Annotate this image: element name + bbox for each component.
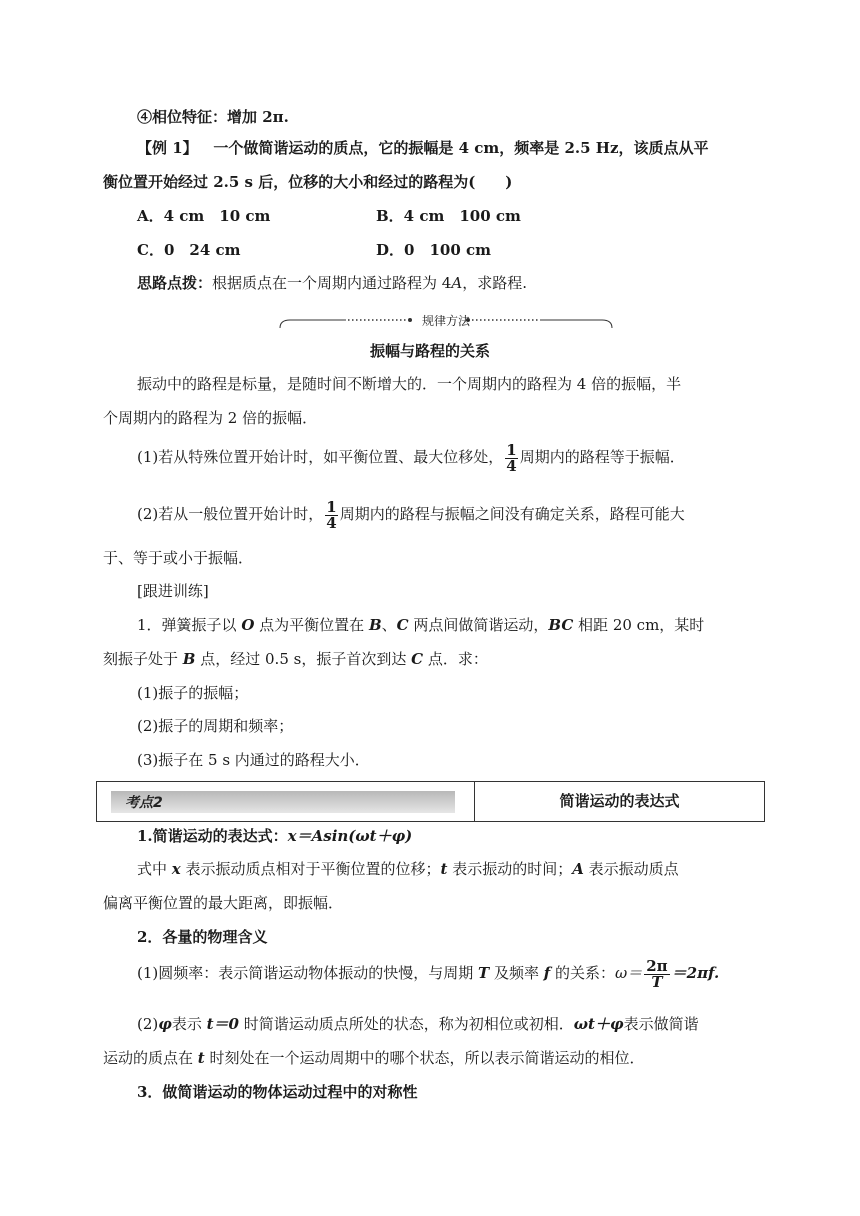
- section-p3: [137, 953, 719, 993]
- point-c: C: [411, 650, 424, 668]
- var-frequency: f: [543, 964, 551, 982]
- method-p3-post: 周期内的路程等于振幅．: [519, 448, 685, 466]
- text-run: ＝2πf.: [671, 964, 720, 982]
- practice-title: [跟进训练]: [137, 582, 209, 600]
- example-tag: 【例 1】: [137, 139, 198, 157]
- method-banner: [278, 314, 614, 330]
- text-run: 相距 20 cm，某时: [573, 616, 705, 634]
- text-run: 的关系：: [550, 964, 615, 982]
- text-run: (2): [137, 1015, 159, 1033]
- hint-text: 根据质点在一个周期内通过路程为 4: [212, 274, 452, 292]
- text-run: 及频率: [489, 964, 544, 982]
- text-run: 运动的质点在: [103, 1049, 198, 1067]
- hint-end: ，求路程.: [462, 274, 527, 292]
- text-run: 点．求：: [423, 650, 488, 668]
- section-heading-1: [137, 825, 412, 847]
- method-title: 振幅与路程的关系: [369, 342, 490, 360]
- point-o: O: [241, 616, 255, 634]
- kaodian-header: [96, 781, 765, 822]
- example-text-1: 一个做简谐运动的质点，它的振幅是 4 cm，频率是 2.5 Hz，该质点从平: [213, 139, 709, 157]
- option-c: C．0 24 cm: [137, 241, 241, 259]
- kaodian-tag: 考点2: [125, 795, 163, 811]
- method-p5: 于、等于或小于振幅．: [103, 549, 254, 567]
- section-p2: 偏离平衡位置的最大距离，即振幅．: [103, 894, 344, 912]
- two-pi-over-t-fraction: [644, 956, 669, 991]
- text-run: 刻振子处于: [103, 650, 183, 668]
- hint-var: A: [451, 274, 463, 292]
- option-d: D．0 100 cm: [376, 241, 491, 259]
- var-t: t: [440, 860, 448, 878]
- phase-feature-line: ④相位特征：增加 2π.: [137, 108, 289, 126]
- point-b: B: [368, 616, 382, 634]
- text-run: 表示做简谐: [623, 1015, 699, 1033]
- hint-line: [137, 272, 527, 294]
- var-period: T: [478, 964, 490, 982]
- method-p3-pre: (1)若从特殊位置开始计时，如平衡位置、最大位移处，: [137, 448, 504, 466]
- method-p4-pre: (2)若从一般位置开始计时，: [137, 505, 324, 523]
- text-run: 表示振动质点: [583, 860, 679, 878]
- text-run: 表示: [171, 1015, 207, 1033]
- method-p3: [137, 440, 685, 474]
- text-run: 点为平衡位置在: [254, 616, 369, 634]
- expression-formula: x＝Asin(ωt＋φ): [287, 827, 413, 845]
- phase-expression: ωt＋φ: [573, 1015, 624, 1033]
- option-a: A．4 cm 10 cm: [137, 207, 271, 225]
- omega-equals: ω＝: [614, 964, 643, 982]
- text-run: 、: [381, 616, 397, 634]
- fraction-denominator: 4: [326, 513, 337, 532]
- one-quarter-fraction: [325, 497, 337, 532]
- text-run: 点，经过 0.5 s，振子首次到达: [195, 650, 412, 668]
- section-p4: [137, 1013, 699, 1035]
- fraction-numerator: 1: [326, 497, 337, 516]
- text-run: 1.简谐运动的表达式：: [137, 827, 288, 845]
- option-b: B．4 cm 100 cm: [376, 207, 521, 225]
- kaodian-tag-cell: [97, 782, 475, 821]
- section-p1: [137, 858, 679, 880]
- kaodian-tag-bar: [111, 791, 455, 813]
- hint-label: 思路点拨：: [137, 274, 213, 292]
- point-b: B: [182, 650, 196, 668]
- method-p4: [137, 497, 685, 531]
- practice-sub-3: (3)振子在 5 s 内通过的路程大小．: [137, 751, 370, 769]
- var-a: A: [572, 860, 584, 878]
- point-c: C: [396, 616, 409, 634]
- text-run: 式中: [137, 860, 172, 878]
- practice-q1-line-2: [103, 648, 488, 670]
- section-heading-3: 3．做简谐运动的物体运动过程中的对称性: [137, 1083, 418, 1101]
- var-t-zero: t＝0: [206, 1015, 239, 1033]
- text-run: 表示振动的时间；: [447, 860, 573, 878]
- example-line-2: 衡位置开始经过 2.5 s 后，位移的大小和经过的路程为( ): [103, 173, 513, 191]
- var-phi: φ: [158, 1015, 172, 1033]
- section-p5: [103, 1047, 645, 1069]
- segment-bc: BC: [548, 616, 574, 634]
- banner-label: 规律方法: [421, 314, 470, 328]
- kaodian-title: 简谐运动的表达式: [559, 792, 680, 810]
- text-run: (1)圆频率：表示简谐运动物体振动的快慢，与周期: [137, 964, 479, 982]
- practice-q1-line-1: [137, 614, 704, 636]
- method-p1: 振动中的路程是标量，是随时间不断增大的．一个周期内的路程为 4 倍的振幅，半: [137, 375, 682, 393]
- fraction-denominator: 4: [506, 456, 517, 475]
- method-p4-post: 周期内的路程与振幅之间没有确定关系，路程可能大: [339, 505, 685, 523]
- fraction-numerator: 1: [506, 440, 517, 459]
- example-line-1: [137, 137, 708, 159]
- practice-sub-1: (1)振子的振幅；: [137, 684, 249, 702]
- text-run: 时简谐运动质点所处的状态，称为初相位或初相．: [238, 1015, 574, 1033]
- var-x: x: [171, 860, 181, 878]
- one-quarter-fraction: [505, 440, 517, 475]
- text-run: 1．弹簧振子以: [137, 616, 242, 634]
- fraction-numerator: 2π: [646, 956, 668, 975]
- fraction-denominator: T: [651, 972, 663, 991]
- var-t: t: [197, 1049, 205, 1067]
- text-run: 时刻处在一个运动周期中的哪个状态，所以表示简谐运动的相位．: [204, 1049, 645, 1067]
- text-run: 表示振动质点相对于平衡位置的位移；: [180, 860, 441, 878]
- method-p2: 个周期内的路程为 2 倍的振幅．: [103, 409, 318, 427]
- section-heading-2: 2．各量的物理含义: [137, 928, 268, 946]
- practice-sub-2: (2)振子的周期和频率；: [137, 717, 294, 735]
- text-run: 两点间做简谐运动，: [408, 616, 549, 634]
